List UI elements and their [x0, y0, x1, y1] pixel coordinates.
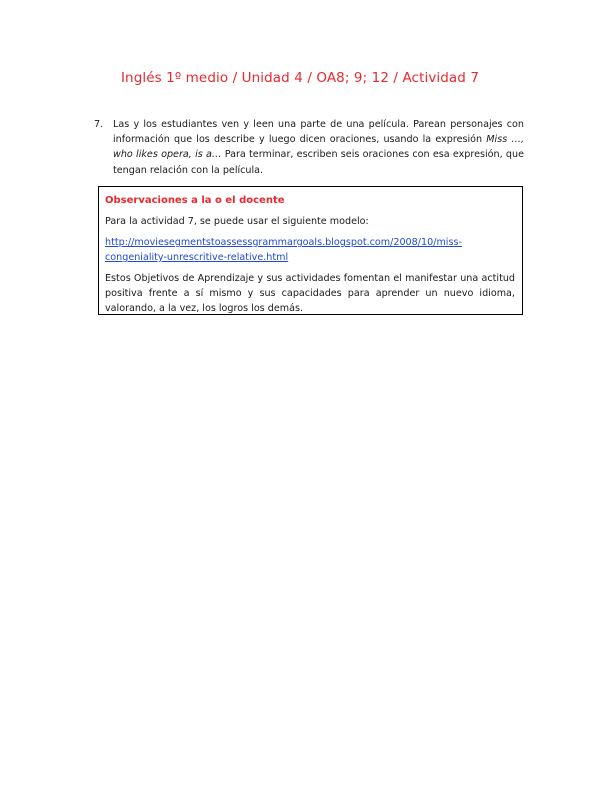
observations-box	[98, 186, 523, 315]
observations-title: Observaciones a la o el docente	[105, 195, 285, 206]
activity-text-part2: Para terminar, escriben seis oraciones con esa expresión, que tengan relación con la película.	[113, 149, 524, 176]
observations-closing: Estos Objetivos de Aprendizaje y sus actividades fomentan el manifestar una actitud positiva frente a sí mismo y sus capacidades para aprender un nuevo idioma, valorando, a la vez, los logros los demás.	[105, 273, 515, 314]
activity-number: 7.	[94, 119, 104, 130]
activity-item	[94, 117, 524, 178]
page-header: Inglés 1º medio / Unidad 4 / OA8; 9; 12 / Actividad 7	[120, 70, 480, 86]
activity-text-part1: Las y los estudiantes ven y leen una parte de una película. Parean personajes con información que los describe y luego dicen oraciones, usando la expresión	[113, 119, 524, 146]
activity-description	[113, 117, 524, 178]
observations-intro: Para la actividad 7, se puede usar el siguiente modelo:	[105, 216, 369, 227]
model-link[interactable]: http://moviesegmentstoassessgrammargoals.blogspot.com/2008/10/miss-congeniality-unrescritive-relative.html	[105, 237, 462, 263]
activity-expression: Miss …, who likes opera, is a…	[113, 134, 524, 161]
